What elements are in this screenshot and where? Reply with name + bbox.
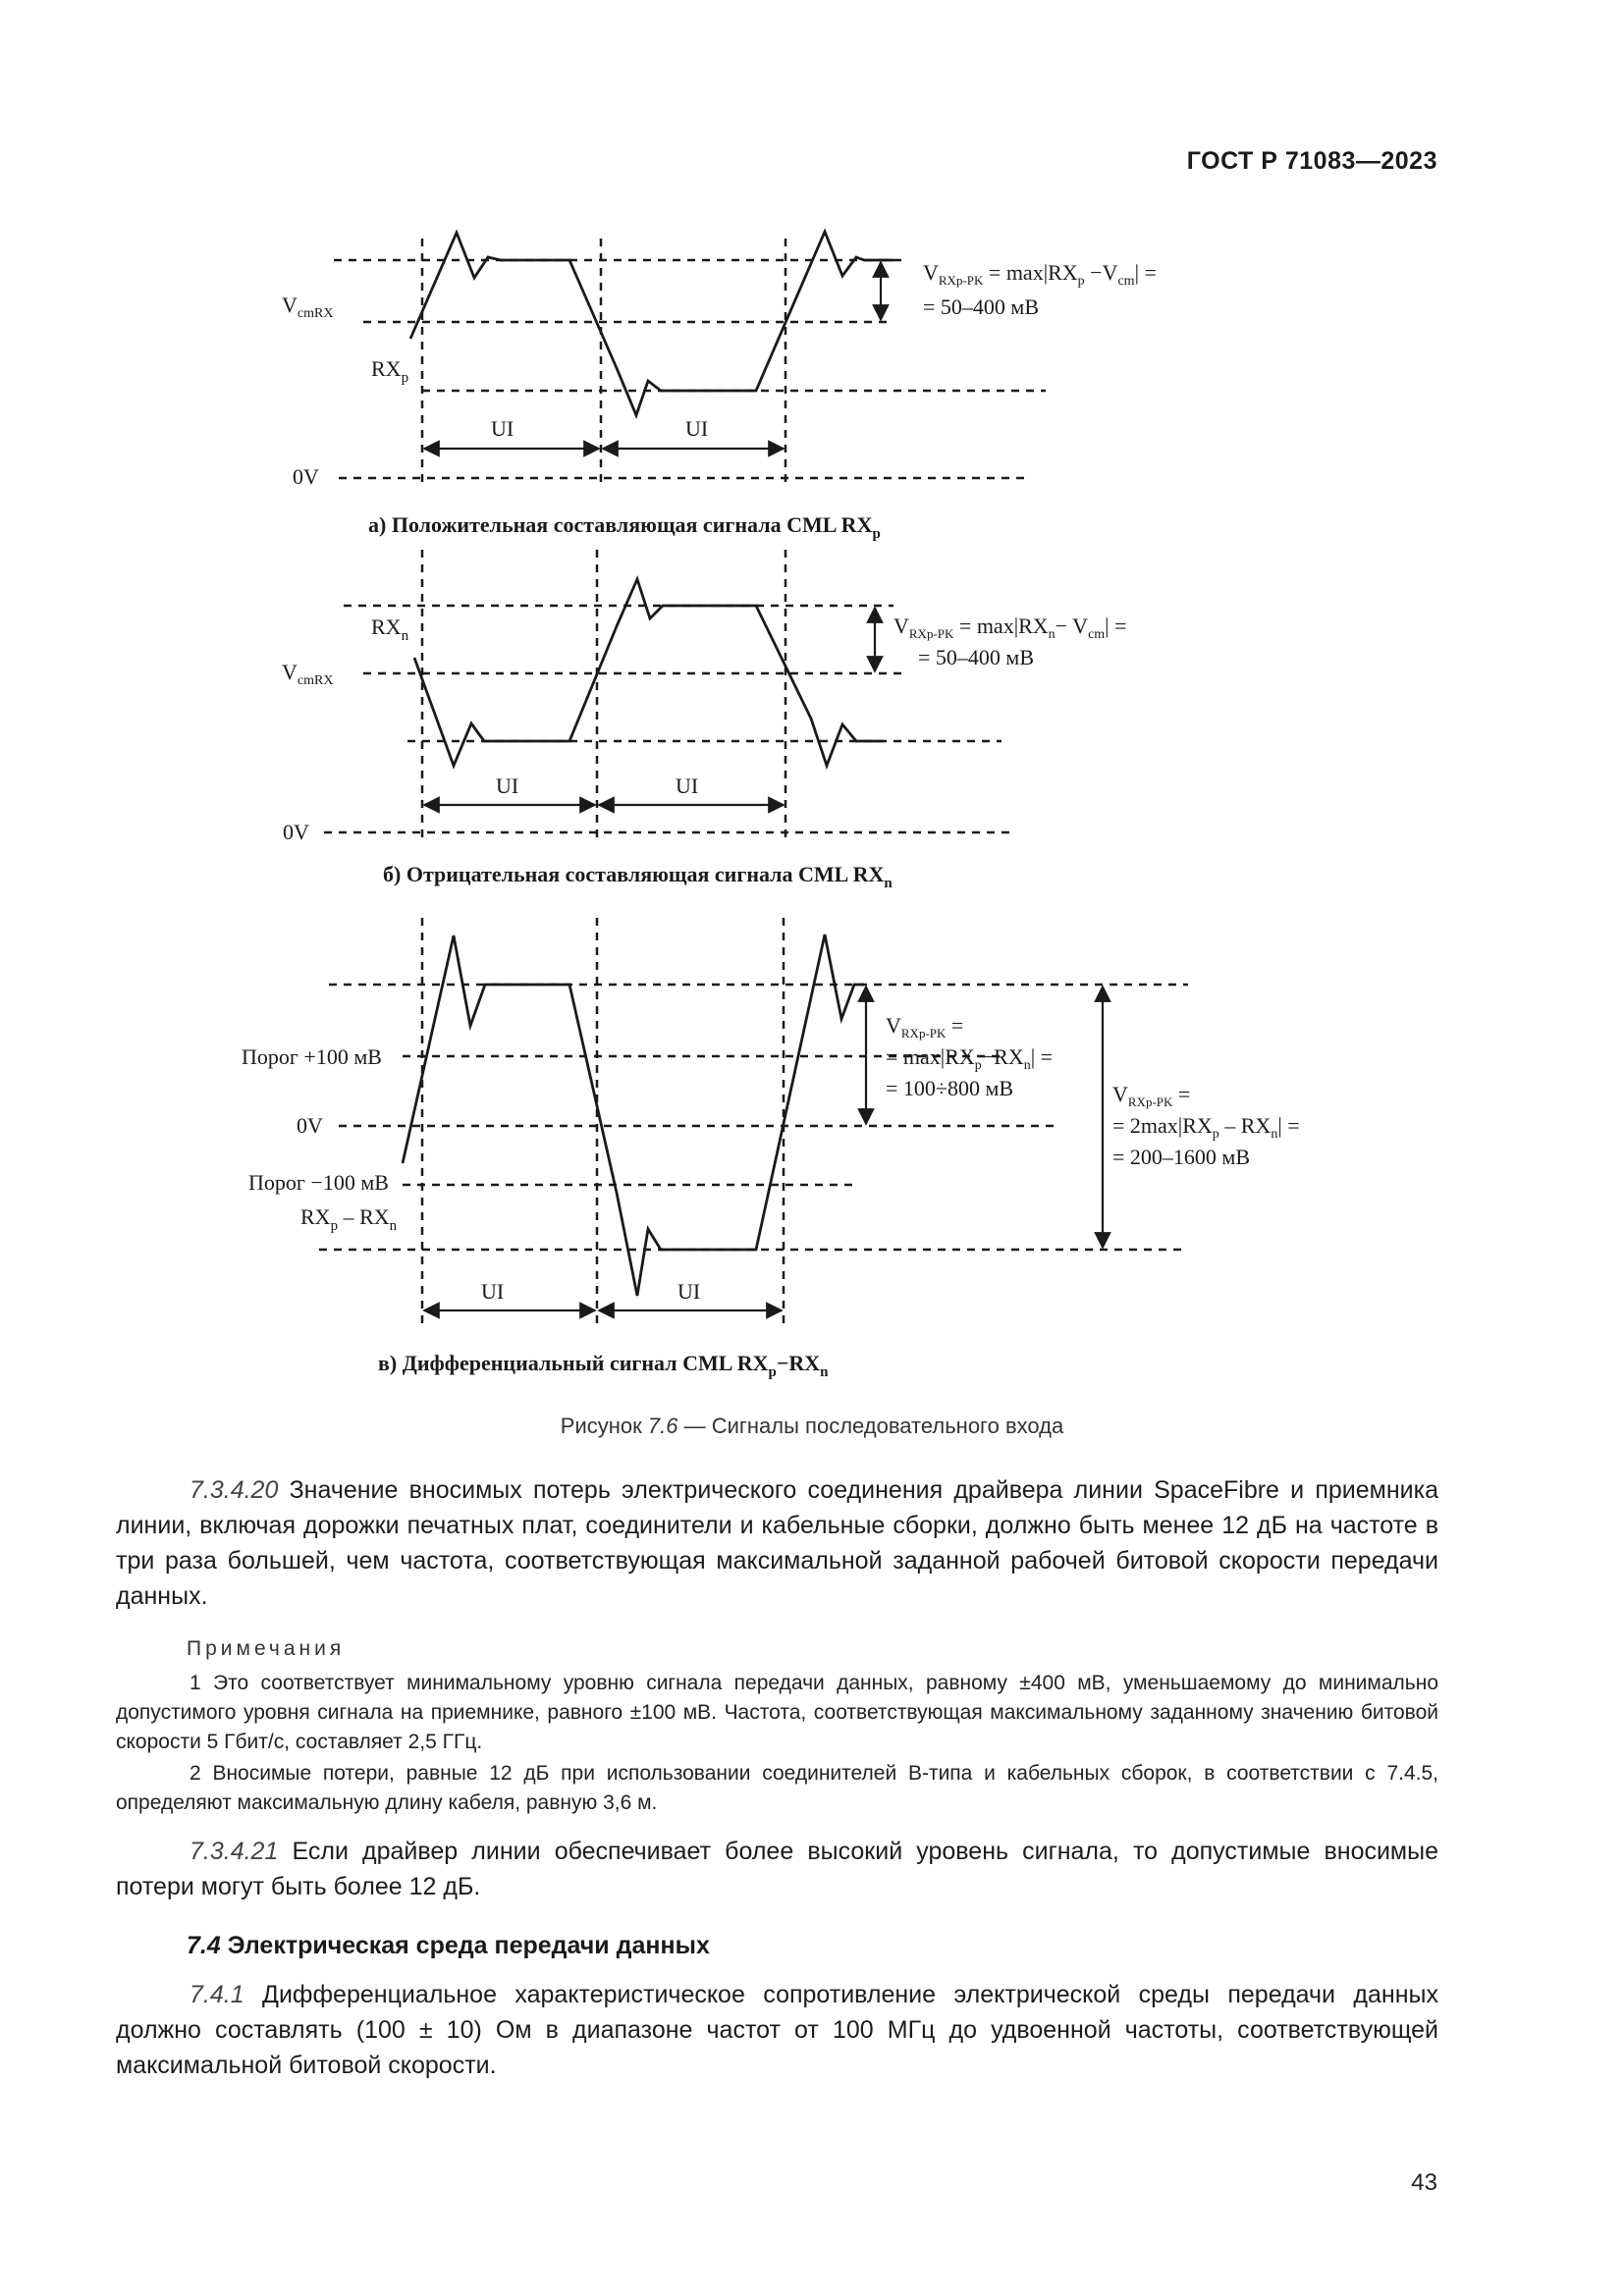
- panel-c-formula1-line3: = 100÷800 мВ: [886, 1076, 1014, 1100]
- panel-a-ui-label-2: UI: [685, 416, 709, 441]
- panel-c-waveform: [403, 934, 864, 1296]
- panel-a-formula-line2: = 50–400 мВ: [923, 294, 1040, 319]
- paragraph-number: 7.3.4.20: [189, 1476, 279, 1504]
- paragraph-text: Значение вносимых потерь электрического соединения драйвера линии SpaceFibre и приемника линии, включая дорожки печатных плат, соединители и кабельные сборки, должно быть менее 12 дБ на частоте в три раза большей, чем частота, соответствующая максимальной заданной рабочей битовой скорости передачи данных.: [116, 1476, 1438, 1610]
- panel-c-formula2-line3: = 200–1600 мВ: [1112, 1145, 1251, 1169]
- panel-c-diff-label: $RX_p - RX_n$: [300, 1204, 398, 1234]
- figure-caption-text: — Сигналы последовательного входа: [677, 1414, 1064, 1438]
- panel-c-formula2-line1: $V_{RXp-PK}$ =: [1112, 1082, 1191, 1109]
- panel-c-ui-label-1: UI: [481, 1279, 505, 1304]
- panel-c-caption: в) Дифференциальный сигнал CML $RX_p-RX_n$: [378, 1351, 829, 1380]
- panel-c-formula1-line1: $V_{RXp-PK}$ =: [886, 1013, 964, 1041]
- document-header: ГОСТ Р 71083—2023: [1186, 147, 1437, 175]
- panel-b-vcm-label: $V_{cmRX}$: [282, 660, 334, 688]
- panel-a-caption: а) Положительная составляющая сигнала CML $RX_p$: [368, 512, 881, 542]
- panel-b-ui-label-2: UI: [676, 774, 699, 798]
- panel-b-formula-line2: = 50–400 мВ: [918, 645, 1035, 669]
- page-number: 43: [1411, 2169, 1437, 2196]
- panel-c-zero-label: 0V: [297, 1113, 323, 1138]
- panel-c-threshold-pos-label: Порог +100 мВ: [242, 1044, 382, 1069]
- note-1: 1 Это соответствует минимальному уровню сигнала передачи данных, равному ±400 мВ, уменьшаемому до минимально допустимого уровня сигнала на приемнике, равного ±100 мВ. Частота, соответствующая максимальному заданному значению битовой скорости 5 Гбит/с, составляет 2,5 ГГц.: [116, 1672, 1438, 1753]
- paragraph-7-4-1: [116, 1977, 1438, 2083]
- paragraph-text: Если драйвер линии обеспечивает более высокий уровень сигнала, то допустимые вносимые потери могут быть более 12 дБ.: [116, 1838, 1438, 1900]
- panel-b-ui-label-1: UI: [496, 774, 519, 798]
- panel-a-ui-label-1: UI: [491, 416, 514, 441]
- panel-c-ui-label-2: UI: [677, 1279, 701, 1304]
- paragraph-text: Дифференциальное характеристическое сопротивление электрической среды передачи данных должно составлять (100 ± 10) Ом в диапазоне частот от 100 МГц до удвоенной частоты, соответствующей максимальной битовой скорости.: [116, 1981, 1438, 2079]
- paragraph-7-3-4-20: [116, 1472, 1438, 1614]
- figure-caption-number: 7.6: [647, 1414, 678, 1438]
- panel-c-threshold-neg-label: Порог −100 мВ: [248, 1170, 389, 1195]
- figure-caption-prefix: Рисунок: [560, 1414, 648, 1438]
- panel-b-caption: б) Отрицательная составляющая сигнала CML $RX_n$: [383, 862, 893, 891]
- notes-title: Примечания: [187, 1637, 346, 1660]
- panel-a-rx-label: $RX_p$: [371, 356, 409, 386]
- paragraph-7-3-4-21: [116, 1834, 1438, 1904]
- panel-a-formula-line1: $V_{RXp-PK} = \max|RX_p -V_{cm}|$ =: [923, 260, 1157, 289]
- paragraph-number: 7.3.4.21: [189, 1838, 279, 1865]
- panel-b-zero-label: 0V: [283, 820, 309, 844]
- section-heading-7-4: [187, 1932, 710, 1960]
- panel-b-formula-line1: $V_{RXp-PK} = \max|RX_n- V_{cm}|$ =: [893, 614, 1127, 642]
- panel-b-rx-label: $RX_n$: [371, 614, 409, 644]
- section-title: Электрическая среда передачи данных: [220, 1932, 710, 1959]
- paragraph-number: 7.4.1: [189, 1981, 244, 2008]
- panel-a-zero-label: 0V: [293, 464, 319, 489]
- figure-caption: [0, 1414, 1624, 1439]
- section-number: 7.4: [187, 1932, 221, 1959]
- note-2: 2 Вносимые потери, равные 12 дБ при использовании соединителей В-типа и кабельных сборок, в соответствии с 7.4.5, определяют максимальную длину кабеля, равную 3,6 м.: [116, 1762, 1438, 1814]
- panel-c-formula1-line2: = $\max|RX_p-RX_n|$ =: [886, 1044, 1054, 1073]
- panel-c-formula2-line2: = $2\max|RX_p - RX_n|$ =: [1112, 1113, 1300, 1142]
- panel-a-vcm-label: $V_{cmRX}$: [282, 293, 334, 321]
